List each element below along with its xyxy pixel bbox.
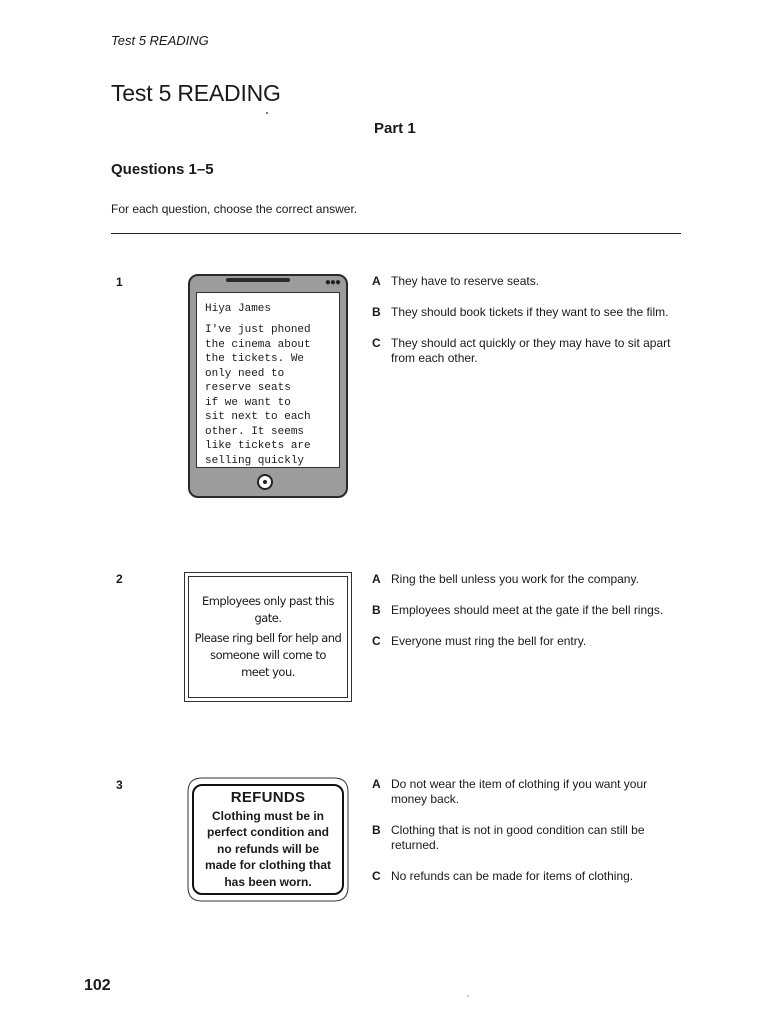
notice-panel (192, 784, 344, 895)
phone-screen (196, 292, 340, 468)
option-text: Clothing that is not in good condition can still be returned. (391, 823, 645, 852)
sign-line: meet you. (241, 665, 295, 679)
option-letter: C (372, 634, 381, 648)
question-3-number: 3 (116, 778, 123, 792)
refunds-notice (186, 776, 350, 903)
question-1-options (372, 274, 672, 382)
option-letter: B (372, 823, 381, 837)
option-text: Employees should meet at the gate if the bell rings. (391, 603, 664, 617)
message-line: the tickets. We (205, 353, 305, 365)
notice-line: Clothing must be in (212, 808, 324, 823)
option-letter: B (372, 603, 381, 617)
option-letter: C (372, 336, 381, 350)
option-letter: A (372, 777, 381, 791)
camera-dots-icon: ●●● (324, 277, 340, 288)
option-letter: A (372, 274, 381, 288)
message-line: other. It seems (205, 425, 305, 438)
option-text: No refunds can be made for items of clothing. (391, 869, 634, 883)
option-c (372, 336, 672, 366)
phone-home-button-icon (257, 474, 273, 490)
question-2-options (372, 572, 672, 665)
option-letter: B (372, 305, 381, 319)
stray-mark (266, 112, 268, 114)
phone-illustration (188, 274, 348, 498)
option-letter: A (372, 572, 381, 586)
option-text: They have to reserve seats. (391, 274, 540, 288)
message-greeting: Hiya James (205, 303, 272, 315)
notice-line: perfect condition and (206, 825, 329, 840)
message-line: I've just phoned (205, 324, 311, 336)
option-text: Ring the bell unless you work for the company. (391, 572, 639, 586)
sign-line: Please ring bell for help and (194, 631, 342, 645)
message-line: only need to (205, 367, 285, 380)
option-a (372, 572, 672, 587)
option-text: They should act quickly or they may have to sit apart from each other. (391, 336, 671, 365)
question-1-number: 1 (116, 275, 123, 289)
option-text: They should book tickets if they want to see the film. (391, 305, 669, 319)
questions-heading: Questions 1–5 (111, 161, 214, 178)
page-title: Test 5 READING (111, 80, 281, 106)
option-a (372, 274, 672, 289)
stray-mark (467, 995, 469, 997)
message-line: like tickets are (205, 440, 311, 452)
notice-line: made for clothing that (205, 858, 331, 873)
gate-sign-panel (188, 576, 348, 698)
message-line: sit next to each (205, 411, 311, 423)
option-text: Everyone must ring the bell for entry. (391, 634, 587, 648)
message-line: if we want to (205, 396, 291, 409)
message-line: the cinema about (205, 338, 311, 351)
question-2-number: 2 (116, 572, 123, 586)
message-body (205, 323, 331, 468)
question-3-options (372, 777, 672, 900)
notice-line: has been worn. (224, 874, 312, 889)
message-line: reserve seats (205, 382, 291, 394)
option-b (372, 603, 672, 618)
option-text: Do not wear the item of clothing if you want your money back. (391, 777, 648, 806)
option-c (372, 634, 672, 649)
sign-line: someone will come to (210, 648, 326, 662)
page-number: 102 (84, 977, 111, 994)
message-line: selling quickly (205, 454, 305, 467)
running-head: Test 5 READING (111, 33, 209, 48)
option-b (372, 823, 672, 853)
phone-speaker (226, 278, 290, 282)
option-c (372, 869, 672, 884)
notice-line: no refunds will be (216, 841, 319, 856)
option-b (372, 305, 672, 320)
part-heading: Part 1 (374, 120, 416, 137)
divider-rule (111, 233, 681, 234)
instruction-text: For each question, choose the correct answer. (111, 202, 358, 216)
phone-top-bar (190, 276, 346, 292)
option-letter: C (372, 869, 381, 883)
sign-line: Employees only past this gate. (201, 594, 335, 625)
gate-sign (184, 572, 352, 702)
notice-title: REFUNDS (230, 788, 306, 806)
option-a (372, 777, 672, 807)
